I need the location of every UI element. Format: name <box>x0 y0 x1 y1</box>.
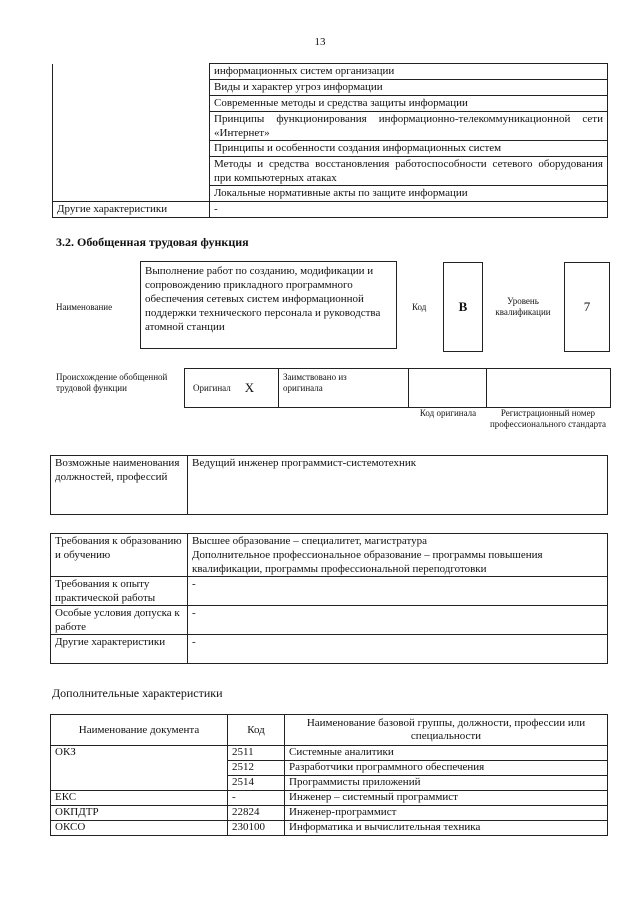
table-row <box>51 577 608 606</box>
group-name-cell: Информатика и вычислительная техника <box>285 821 608 836</box>
doc-name-cell: ОКПДТР <box>51 806 228 821</box>
code-caption: Код оригинала <box>419 408 477 418</box>
knowledge-table <box>52 63 608 218</box>
code-cell: 22824 <box>228 806 285 821</box>
reg-caption: Регистрационный номер профессионального стандарта <box>489 408 607 429</box>
extra-characteristics-title: Дополнительные характеристики <box>52 686 223 700</box>
group-name-cell: Разработчики программного обеспечения <box>285 761 608 776</box>
table-cell: Современные методы и средства защиты информации <box>210 96 608 112</box>
requirement-label: Требования к образованию и обучению <box>51 534 188 577</box>
requirement-value: - <box>188 606 608 635</box>
requirement-value: - <box>188 635 608 664</box>
origin-label: Происхождение обобщенной трудовой функции <box>56 372 168 393</box>
code-value: B <box>443 262 483 352</box>
empty-label-cell <box>53 64 210 202</box>
requirement-value: - <box>188 577 608 606</box>
group-name-cell: Инженер-программист <box>285 806 608 821</box>
original-cell <box>185 369 279 407</box>
table-row <box>53 202 608 218</box>
group-name-cell: Системные аналитики <box>285 746 608 761</box>
original-label: Оригинал <box>193 382 231 393</box>
table-header-row <box>51 715 608 746</box>
table-row <box>53 64 608 80</box>
requirement-label: Требования к опыту практической работы <box>51 577 188 606</box>
column-header: Код <box>228 715 285 746</box>
positions-table <box>50 455 608 515</box>
table-row <box>51 456 608 515</box>
original-code-cell <box>409 369 487 407</box>
table-row <box>51 534 608 577</box>
original-mark: X <box>244 380 255 395</box>
doc-name-cell: ОКЗ <box>51 746 228 791</box>
code-cell: 2512 <box>228 761 285 776</box>
table-row <box>51 746 608 761</box>
requirements-table <box>50 533 608 664</box>
requirement-value: Высшее образование – специалитет, магистратура Дополнительное профессиональное образование – программы повышения квалификации, программы профессиональной переподготовки <box>188 534 608 577</box>
borrowed-cell <box>279 369 409 407</box>
level-label: Уровень квалификации <box>495 296 551 317</box>
code-label: Код <box>412 302 427 312</box>
level-value: 7 <box>564 262 610 352</box>
origin-row <box>184 368 611 408</box>
code-cell: - <box>228 791 285 806</box>
doc-name-cell: ЕКС <box>51 791 228 806</box>
section-heading: 3.2. Обобщенная трудовая функция <box>56 235 249 249</box>
table-row <box>51 806 608 821</box>
code-cell: 2514 <box>228 776 285 791</box>
positions-label: Возможные наименования должностей, профессий <box>51 456 188 515</box>
table-cell: Локальные нормативные акты по защите информации <box>210 186 608 202</box>
column-header: Наименование документа <box>51 715 228 746</box>
requirement-label: Другие характеристики <box>51 635 188 664</box>
reg-number-cell <box>487 369 610 407</box>
extra-characteristics-table <box>50 714 608 836</box>
code-cell: 230100 <box>228 821 285 836</box>
group-name-cell: Программисты приложений <box>285 776 608 791</box>
column-header: Наименование базовой группы, должности, профессии или специальности <box>285 715 608 746</box>
table-row <box>51 821 608 836</box>
borrowed-label: Заимствовано из оригинала <box>283 372 347 393</box>
table-cell: Виды и характер угроз информации <box>210 80 608 96</box>
page-number: 13 <box>314 36 326 48</box>
table-row <box>51 635 608 664</box>
other-characteristics-value: - <box>210 202 608 218</box>
doc-name-cell: ОКСО <box>51 821 228 836</box>
table-cell: информационных систем организации <box>210 64 608 80</box>
table-cell: Методы и средства восстановления работоспособности сетевого оборудования при компьютерных атаках <box>210 157 608 186</box>
table-cell: Принципы и особенности создания информационных систем <box>210 141 608 157</box>
table-row <box>51 606 608 635</box>
function-name-box: Выполнение работ по созданию, модификации и сопровождению прикладного программного обеспечения сетевых систем информационной поддержки технического персонала и руководства атомной станции <box>140 261 397 349</box>
group-name-cell: Инженер – системный программист <box>285 791 608 806</box>
table-cell: Принципы функционирования информационно-телекоммуникационной сети «Интернет» <box>210 112 608 141</box>
positions-value: Ведущий инженер программист-системотехник <box>188 456 608 515</box>
other-characteristics-label: Другие характеристики <box>53 202 210 218</box>
requirement-label: Особые условия допуска к работе <box>51 606 188 635</box>
name-label: Наименование <box>56 302 113 312</box>
code-cell: 2511 <box>228 746 285 761</box>
table-row <box>51 791 608 806</box>
